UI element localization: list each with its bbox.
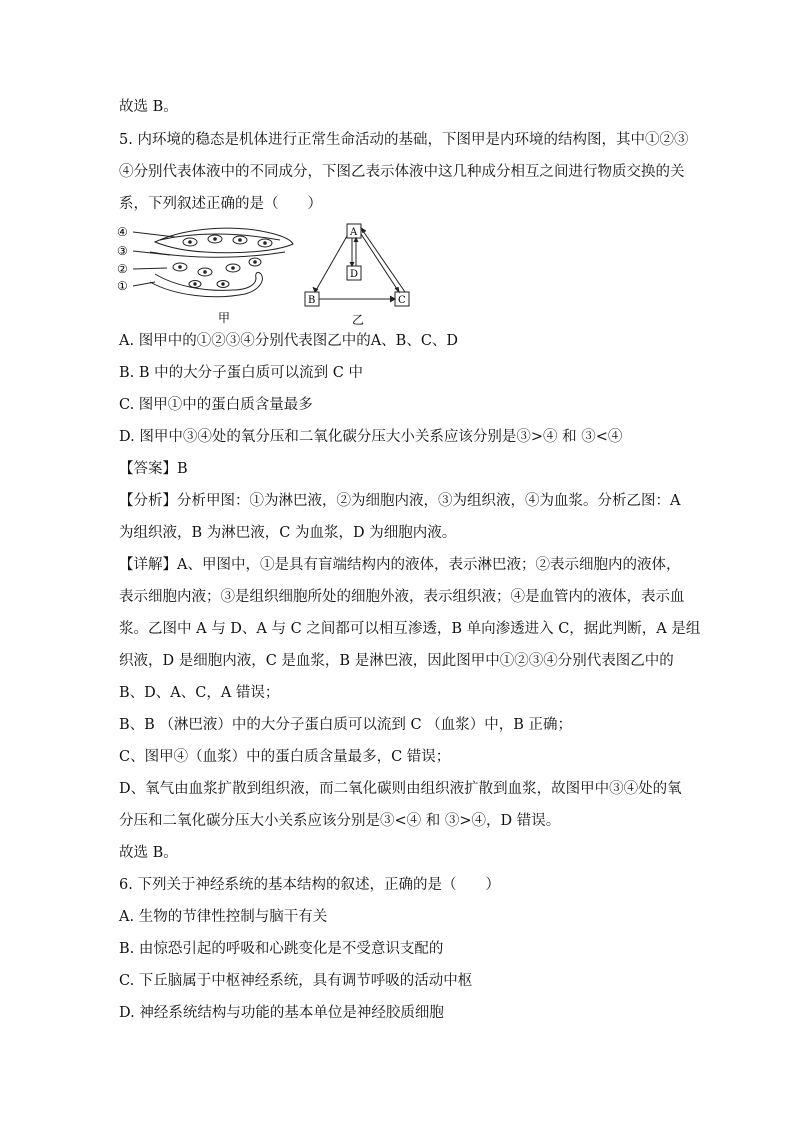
option-c: C. 图甲①中的蛋白质含量最多	[119, 397, 313, 413]
explanation-line: 浆。乙图中 A 与 D、A 与 C 之间都可以相互渗透，B 单向渗透进入 C，据此判断，A 是组	[119, 621, 701, 637]
figure-jia	[133, 228, 293, 297]
jia-caption: 甲	[218, 311, 231, 325]
node-d-label: D	[350, 269, 359, 280]
q6-option-b: B. 由惊恐引起的呼吸和心跳变化是不受意识支配的	[119, 941, 444, 957]
question-6-stem: 6. 下列关于神经系统的基本结构的叙述，正确的是（ ）	[119, 877, 500, 893]
inner-environment-figure	[115, 222, 415, 334]
question-5-stem: 系，下列叙述正确的是（ ）	[119, 196, 322, 212]
jia-label-4: ④	[117, 225, 128, 239]
text-line: 故选 B。	[119, 99, 178, 115]
jia-label-3: ③	[117, 244, 128, 258]
analysis-line: 为组织液，B 为淋巴液，C 为血浆，D 为细胞内液。	[119, 525, 457, 541]
question-5-stem: ④分别代表体液中的不同成分，下图乙表示体液中这几种成分相互之间进行物质交换的关	[119, 164, 685, 180]
q6-option-c: C. 下丘脑属于中枢神经系统，具有调节呼吸的活动中枢	[119, 973, 473, 989]
q6-option-a: A. 生物的节律性控制与脑干有关	[119, 909, 328, 925]
answer-line: 【答案】B	[119, 461, 188, 477]
yi-caption: 乙	[352, 313, 365, 327]
node-c-label: C	[398, 295, 406, 306]
explanation-line: C、图甲④（血浆）中的蛋白质含量最多，C 错误；	[119, 749, 451, 765]
text-line: 故选 B。	[119, 845, 178, 861]
jia-label-2: ②	[117, 262, 128, 276]
explanation-line: 分压和二氧化碳分压大小关系应该分别是③<④ 和 ③>④，D 错误。	[119, 813, 561, 829]
option-d: D. 图甲中③④处的氧分压和二氧化碳分压大小关系应该分别是③>④ 和 ③<④	[119, 429, 623, 445]
q6-option-d: D. 神经系统结构与功能的基本单位是神经胶质细胞	[119, 1005, 444, 1021]
explanation-line: D、氧气由血浆扩散到组织液，而二氧化碳则由组织液扩散到血浆，故图甲中③④处的氧	[119, 781, 682, 797]
explanation-line: 表示细胞内液；③是组织细胞所处的细胞外液，表示组织液；④是血管内的液体，表示血	[119, 589, 685, 605]
explanation-line: 织液，D 是细胞内液，C 是血浆，B 是淋巴液，因此图甲中①②③④分别代表图乙中的	[119, 653, 674, 669]
option-b: B. B 中的大分子蛋白质可以流到 C 中	[119, 365, 363, 381]
analysis-line: 【分析】分析甲图：①为淋巴液，②为细胞内液，③为组织液，④为血浆。分析乙图：A	[119, 493, 681, 509]
option-a: A. 图甲中的①②③④分别代表图乙中的A、B、C、D	[119, 333, 459, 349]
node-a-label: A	[350, 227, 358, 238]
explanation-line: B、D、A、C，A 错误；	[119, 685, 280, 701]
node-b-label: B	[308, 295, 316, 306]
jia-label-1: ①	[117, 279, 128, 293]
explanation-line: 【详解】A、甲图中，①是具有盲端结构内的液体，表示淋巴液；②表示细胞内的液体，	[119, 557, 681, 573]
explanation-line: B、B （淋巴液）中的大分子蛋白质可以流到 C （血浆）中，B 正确；	[119, 717, 572, 733]
question-5-stem: 5. 内环境的稳态是机体进行正常生命活动的基础，下图甲是内环境的结构图，其中①②③	[119, 132, 689, 148]
